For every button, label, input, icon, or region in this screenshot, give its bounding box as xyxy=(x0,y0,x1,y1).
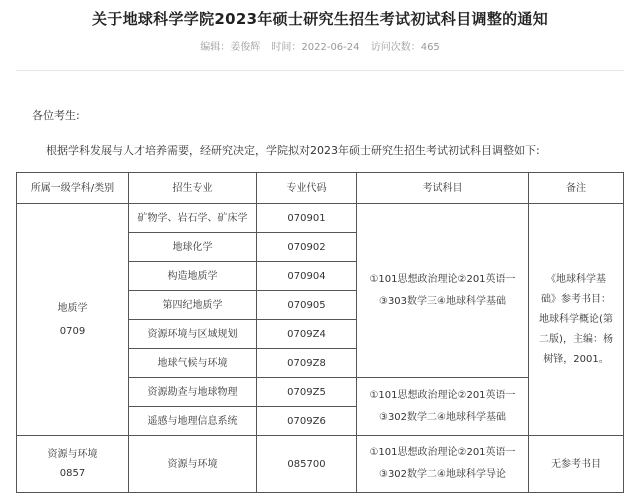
notes-cell-group3: 无参考书目 xyxy=(529,436,624,493)
major-cell: 资源勘查与地球物理 xyxy=(129,378,257,407)
major-cell: 资源环境与区域规划 xyxy=(129,320,257,349)
table-row xyxy=(17,436,624,493)
code-cell: 070904 xyxy=(257,262,357,291)
visit-count: 访问次数：465 xyxy=(370,42,440,53)
notes-cell-group1: 《地球科学基础》参考书目：地球科学概论(第二版)，主编：杨树锋，2001。 xyxy=(529,204,624,436)
title-divider xyxy=(16,70,624,71)
editor-label: 编辑：姜俊辉 xyxy=(200,42,261,53)
discipline-code: 0857 xyxy=(59,468,86,479)
discipline-cell-geology xyxy=(17,204,129,436)
code-cell: 070901 xyxy=(257,204,357,233)
intro-paragraph: 根据学科发展与人才培养需要，经研究决定，学院拟对2023年硕士研究生招生考试初试科目调整如下: xyxy=(46,144,540,157)
greeting: 各位考生: xyxy=(32,109,80,122)
subjects-cell-group1: ①101思想政治理论②201英语一③303数学三④地球科学基础 xyxy=(357,204,529,378)
major-cell: 资源与环境 xyxy=(129,436,257,493)
header-subjects: 考试科目 xyxy=(357,173,529,204)
major-cell: 构造地质学 xyxy=(129,262,257,291)
header-major: 招生专业 xyxy=(129,173,257,204)
header-code: 专业代码 xyxy=(257,173,357,204)
discipline-code: 0709 xyxy=(59,325,86,337)
table-header-row xyxy=(17,173,624,204)
code-cell: 070902 xyxy=(257,233,357,262)
discipline-name: 资源与环境 xyxy=(47,449,98,460)
header-discipline: 所属一级学科/类别 xyxy=(17,173,129,204)
code-cell: 0709Z5 xyxy=(257,378,357,407)
major-cell: 地球气候与环境 xyxy=(129,349,257,378)
article-meta xyxy=(0,38,640,53)
code-cell: 0709Z8 xyxy=(257,349,357,378)
table-row xyxy=(17,204,624,233)
subjects-cell-group2: ①101思想政治理论②201英语一③302数学二④地球科学基础 xyxy=(357,378,529,436)
publish-time: 时间：2022-06-24 xyxy=(271,42,360,53)
code-cell: 070905 xyxy=(257,291,357,320)
discipline-name: 地质学 xyxy=(57,302,88,314)
code-cell: 0709Z6 xyxy=(257,407,357,436)
page-title: 关于地球科学学院2023年硕士研究生招生考试初试科目调整的通知 xyxy=(91,10,549,28)
major-cell: 地球化学 xyxy=(129,233,257,262)
discipline-cell-resources xyxy=(17,436,129,493)
major-cell: 遥感与地理信息系统 xyxy=(129,407,257,436)
subject-table xyxy=(16,172,624,493)
subjects-cell-group3: ①101思想政治理论②201英语一③302数学二④地球科学导论 xyxy=(357,436,529,493)
major-cell: 矿物学、岩石学、矿床学 xyxy=(129,204,257,233)
major-cell: 第四纪地质学 xyxy=(129,291,257,320)
header-notes: 备注 xyxy=(529,173,624,204)
code-cell: 085700 xyxy=(257,436,357,493)
code-cell: 0709Z4 xyxy=(257,320,357,349)
